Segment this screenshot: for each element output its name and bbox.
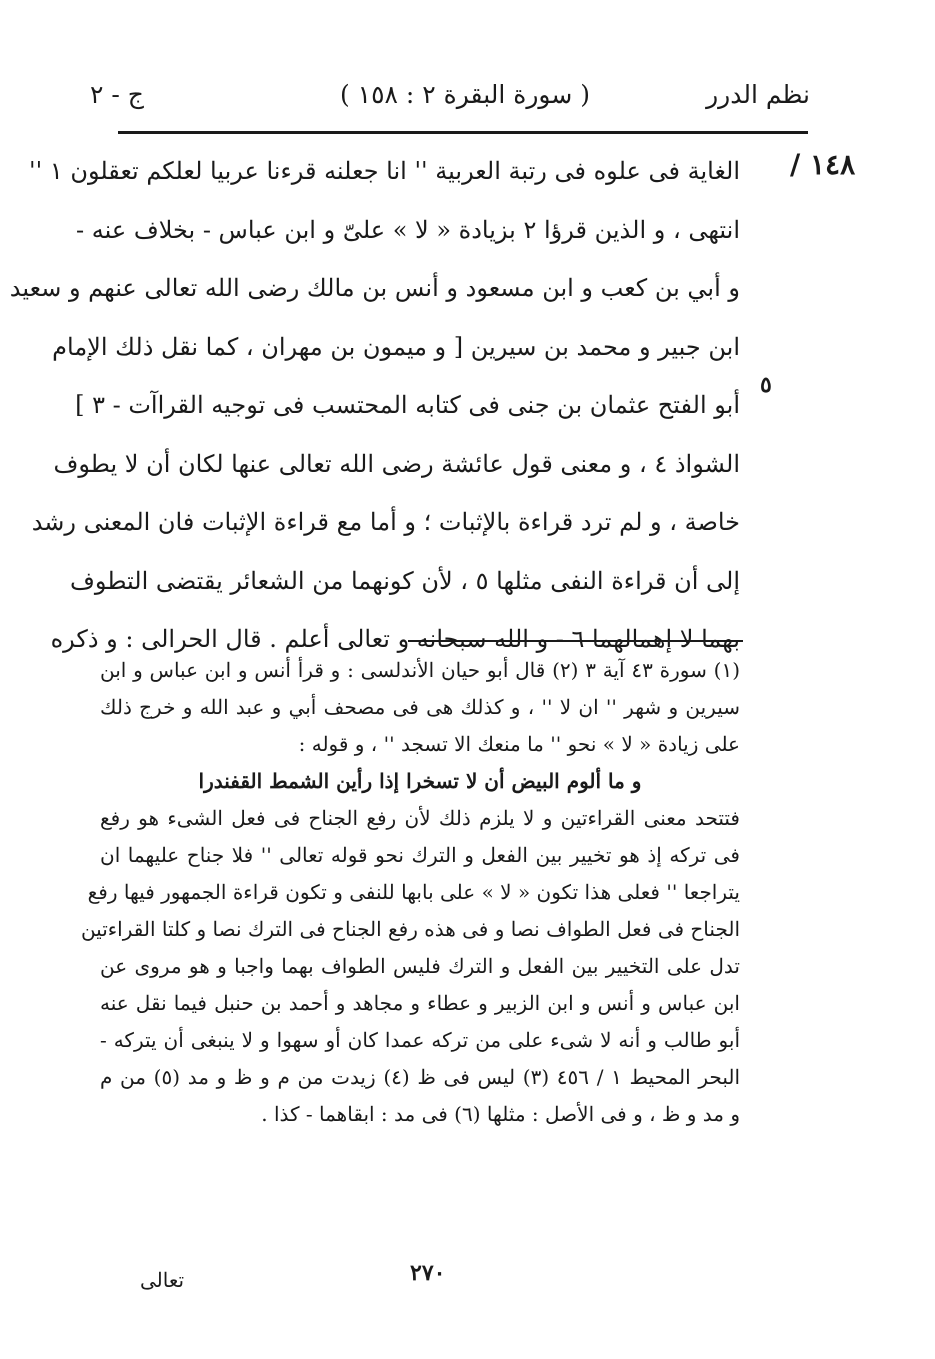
footnote-line: (١) سورة ٤٣ آية ٣ (٢) قال أبو حيان الأندلسى : و قرأ أنس و ابن عباس و ابن (100, 658, 741, 682)
catchword: تعالى (140, 1268, 185, 1292)
main-text-line: خاصة ، و لم ترد قراءة بالإثبات ؛ و أما مع قراءة الإثبات فان المعنى رشد (31, 508, 740, 536)
main-text-line: ابن جبير و محمد بن سيرين [ و ميمون بن مهران ، كما نقل ذلك الإمام (52, 332, 740, 361)
footnote-line: فى تركه إذ هو تخيير بين الفعل و الترك نحو قوله تعالى '' فلا جناح عليهما ان (100, 843, 740, 867)
surah-reference: ( سورة البقرة ٢ : ١٥٨ ) (339, 80, 590, 109)
margin-line-number: ٥ (760, 372, 772, 398)
main-text-line: إلى أن قراءة النفى مثلها ٥ ، لأن كونهما من الشعائر يقتضى التطوف (70, 566, 740, 595)
footnote-line: على زيادة « لا » نحو '' ما منعك الا تسجد '' ، و قوله : (298, 732, 740, 756)
main-text-line: الشواذ ٤ ، و معنى قول عائشة رضى الله تعالى عنها لكان أن لا يطوف (53, 449, 740, 478)
volume-number: ج - ٢ (90, 80, 144, 109)
footnote-line: الجناح فى فعل الطواف نصا و فى هذه رفع الجناح فى الترك نصا و كلتا القراءتين (80, 917, 740, 941)
footnote-line: و مد و ظ ، و فى الأصل : مثلها (٦) فى مد : ابقاهما - كذا . (261, 1102, 740, 1126)
header-rule (118, 131, 808, 134)
page-number: ٢٧٠ (410, 1260, 446, 1286)
footnote-line: سيرين و شهر '' ان لا '' ، و كذلك هى فى مصحف أبي و عبد الله و خرج ذلك (100, 695, 740, 719)
running-head (90, 80, 810, 120)
footnote-verse-line: و ما ألوم البيض أن لا تسخرا إذا رأين الشمط القفندرا (198, 769, 642, 793)
main-text-line: بهما لا إهمالهما ٦ - و الله سبحانه و تعالى أعلم . قال الحرالى : و ذكره (50, 625, 740, 653)
main-text-line: و أبي بن كعب و ابن مسعود و أنس بن مالك رضى الله تعالى عنهم و سعيد (9, 274, 740, 302)
main-text-line: انتهى ، و الذين قرؤا ٢ بزيادة « لا » علیّ و ابن عباس - بخلاف عنه - (76, 215, 740, 244)
footnotes-block (80, 652, 741, 1133)
footnote-separator (408, 640, 743, 642)
main-text-line: الغاية فى علوه فى رتبة العربية '' انا جعلنه قرءنا عربيا لعلكم تعقلون ١ '' (28, 157, 740, 185)
footnote-line: ابن عباس و أنس و ابن الزبير و عطاء و مجاهد و أحمد بن حنبل فيما نقل عنه (100, 991, 740, 1015)
footnote-line: يتراجعا '' فعلى هذا تكون « لا » على بابها للنفى و تكون قراءة الجمهور فيها رفع (87, 880, 740, 904)
footnote-line: تدل على التخيير بين الفعل و الترك فليس الطواف بهما واجبا و هو مروى عن (100, 954, 740, 978)
book-title: نظم الدرر (706, 80, 810, 109)
footnote-line: البحر المحيط ١ / ٤٥٦ (٣) ليس فى ظ (٤) زيدت من م و ظ و مد (٥) من م (100, 1065, 740, 1089)
footnote-line: أبو طالب و أنه لا شىء على من تركه عمدا كان أو سهوا و لا ينبغى أن يتركه - (100, 1028, 740, 1052)
main-text-line: أبو الفتح عثمان بن جنى فى كتابه المحتسب فى توجيه القراآت - ٣ ] (75, 391, 740, 419)
margin-page-reference: ١٤٨ / (790, 148, 856, 181)
main-text-block (9, 142, 740, 669)
footnote-line: فتتحد معنى القراءتين و لا يلزم ذلك لأن رفع الجناح فى فعل الشىء هو رفع (100, 806, 740, 830)
